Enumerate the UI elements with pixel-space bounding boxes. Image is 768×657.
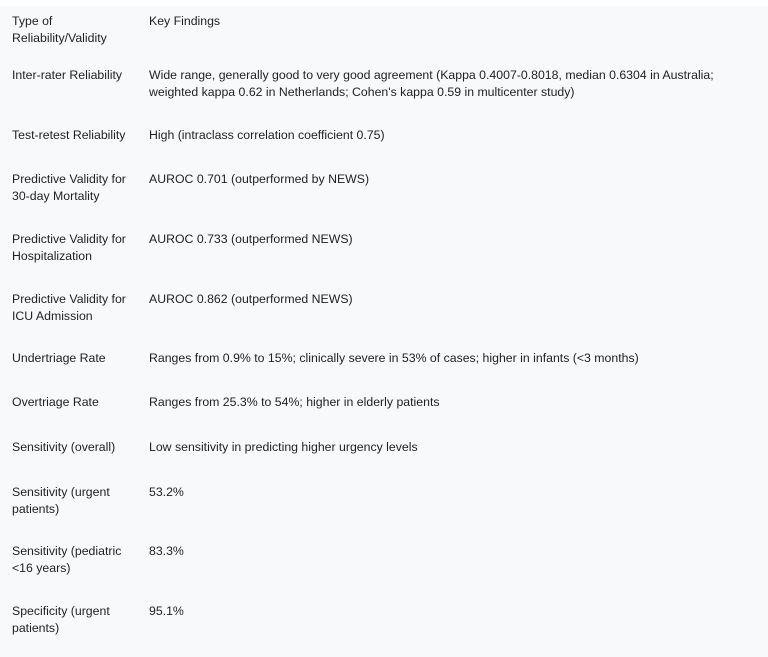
row-finding: High (intraclass correlation coefficient 0.75) [149,128,385,142]
header-findings: Key Findings [149,14,221,28]
row-type: Undertriage Rate [12,351,106,365]
table-row [0,284,768,343]
row-finding: Ranges from 0.9% to 15%; clinically severe in 53% of cases; higher in infants (<3 months) [149,351,639,365]
row-type: Overtriage Rate [12,395,99,409]
row-type: Inter-rater Reliability [12,68,123,82]
table-row [0,60,768,120]
table-row [0,224,768,284]
row-type: Predictive Validity for Hospitalization [12,232,126,263]
table-row [0,477,768,536]
findings-table [0,6,768,656]
row-finding: Wide range, generally good to very good agreement (Kappa 0.4007-0.8018, median 0.6304 in Australia; weighted kappa 0.62 in Netherlands; Cohen's kappa 0.59 in multicenter study) [149,68,714,99]
row-finding: AUROC 0.733 (outperformed NEWS) [149,232,353,246]
findings-panel [0,6,768,657]
row-finding: 53.2% [149,485,184,499]
row-type: Test-retest Reliability [12,128,126,142]
table-row [0,343,768,387]
header-type: Type of Reliability/Validity [12,14,107,45]
table-row [0,120,768,164]
row-type: Sensitivity (urgent patients) [12,485,110,516]
row-type: Sensitivity (pediatric <16 years) [12,544,122,575]
row-type: Specificity (urgent patients) [12,604,110,635]
row-finding: 83.3% [149,544,184,558]
table-row [0,432,768,477]
table-row [0,596,768,656]
row-finding: Low sensitivity in predicting higher urgency levels [149,440,418,454]
row-type: Predictive Validity for ICU Admission [12,292,126,323]
row-type: Predictive Validity for 30-day Mortality [12,172,126,203]
table-row [0,164,768,224]
table-row [0,387,768,432]
table-header-row [0,6,768,60]
row-finding: Ranges from 25.3% to 54%; higher in elderly patients [149,395,440,409]
row-finding: AUROC 0.701 (outperformed by NEWS) [149,172,370,186]
table-row [0,536,768,596]
row-finding: AUROC 0.862 (outperformed NEWS) [149,292,353,306]
row-type: Sensitivity (overall) [12,440,116,454]
row-finding: 95.1% [149,604,184,618]
